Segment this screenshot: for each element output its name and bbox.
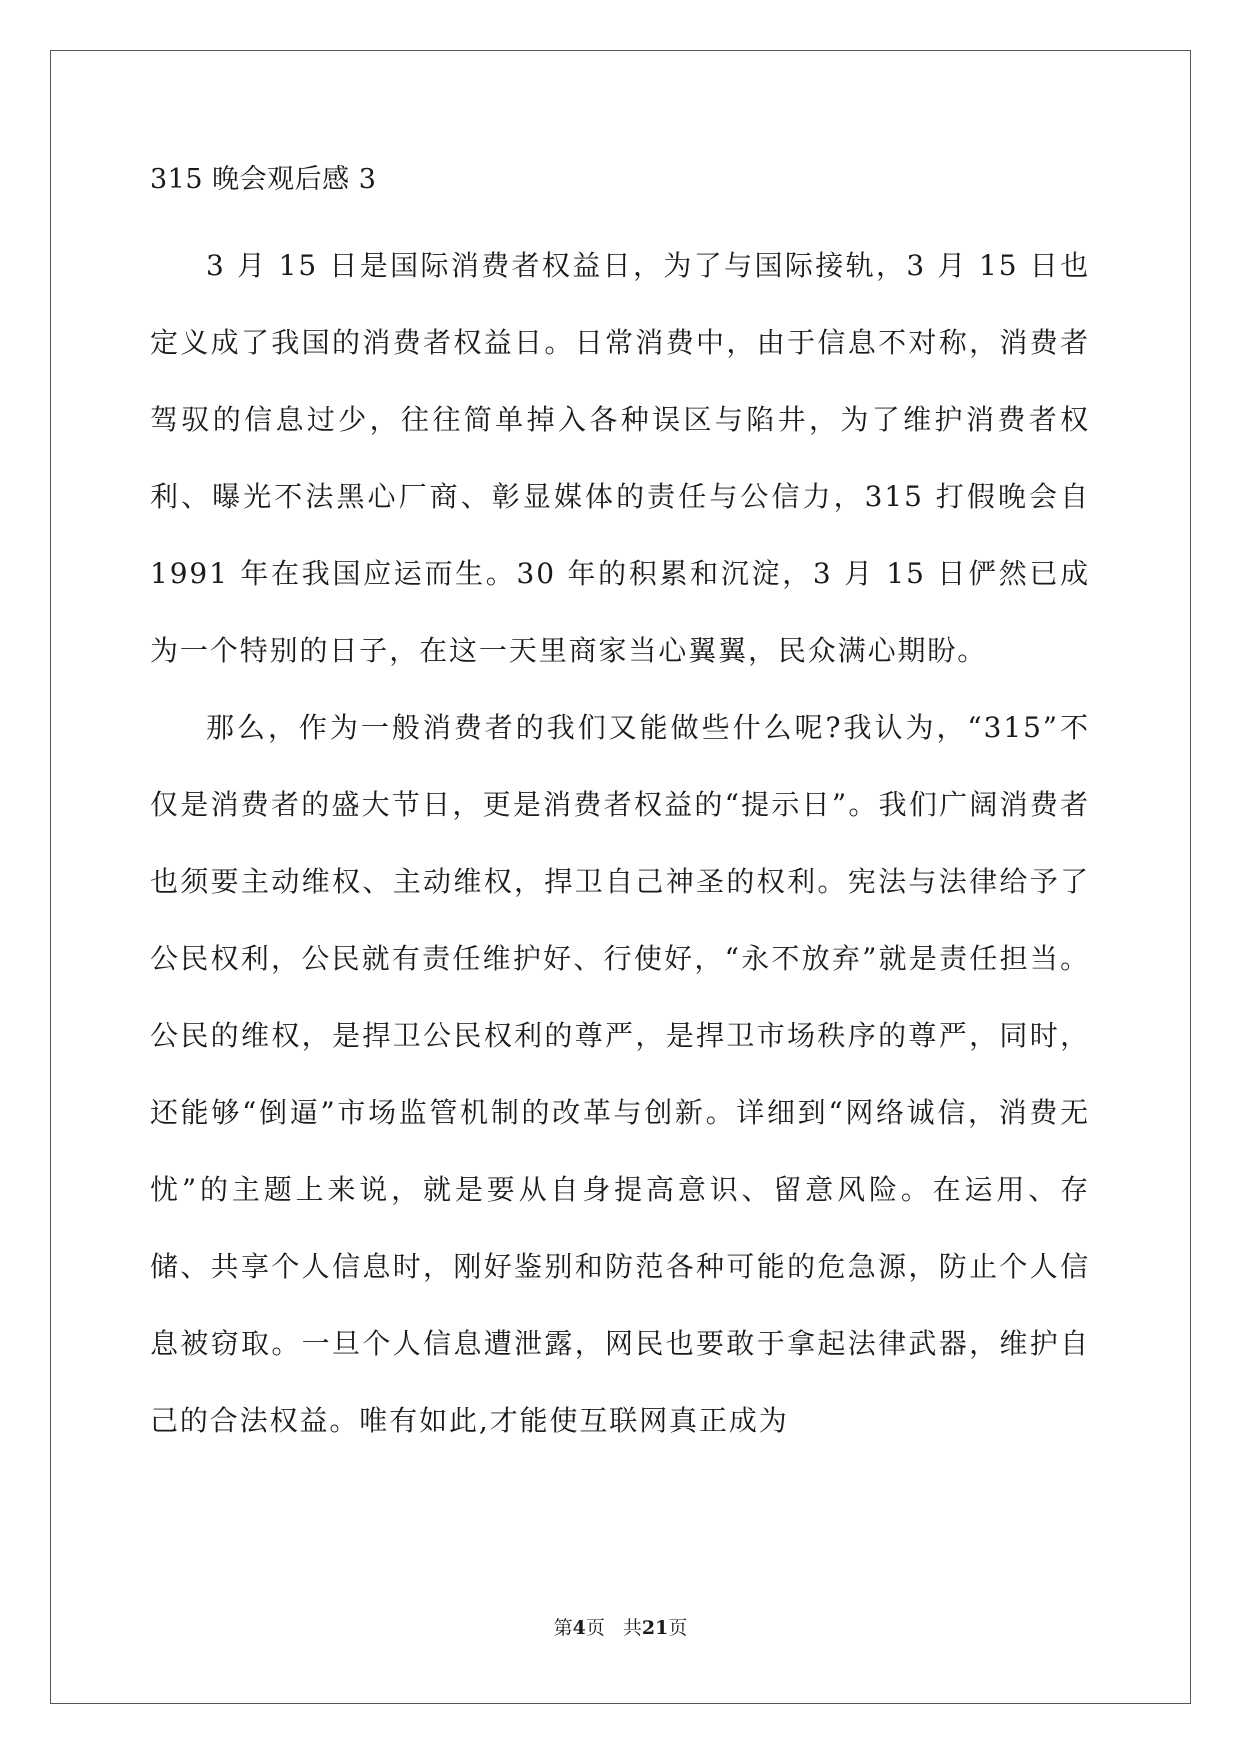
paragraph-2: 那么，作为一般消费者的我们又能做些什么呢?我认为，“315”不仅是消费者的盛大节日，更是消费者权益的“提示日”。我们广阔消费者也须要主动维权、主动维权，捍卫自己神圣的权利。宪法与法律给予了公民权利，公民就有责任维护好、行使好，“永不放弃”就是责任担当。公民的维权，是捍卫公民权利的尊严，是捍卫市场秩序的尊严，同时，还能够“倒逼”市场监管机制的改革与创新。详细到“网络诚信，消费无忧”的主题上来说，就是要从自身提高意识、留意风险。在运用、存储、共享个人信息时，刚好鉴别和防范各种可能的危急源，防止个人信息被窃取。一旦个人信息遭泄露，网民也要敢于拿起法律武器，维护自己的合法权益。唯有如此,才能使互联网真正成为 — [150, 711, 1090, 1437]
document-title: 315 晚会观后感 3 — [150, 164, 377, 195]
page-number: 4 — [572, 1617, 586, 1639]
total-suffix: 页 — [668, 1617, 688, 1639]
page-prefix: 第 — [553, 1617, 573, 1639]
document-body — [150, 165, 1090, 1459]
total-pages: 21 — [641, 1617, 669, 1639]
page-footer — [0, 1616, 1241, 1640]
total-prefix: 共 — [622, 1617, 642, 1639]
paragraph-1: 3 月 15 日是国际消费者权益日，为了与国际接轨，3 月 15 日也定义成了我国的消费者权益日。日常消费中，由于信息不对称，消费者驾驭的信息过少，往往简单掉入各种误区与陷井，为了维护消费者权利、曝光不法黑心厂商、彰显媒体的责任与公信力，315 打假晚会自 1991 年在我国应运而生。30 年的积累和沉淀，3 月 15 日俨然已成为一个特别的日子，在这一天里商家当心翼翼，民众满心期盼。 — [150, 249, 1090, 667]
page-suffix: 页 — [585, 1617, 605, 1639]
